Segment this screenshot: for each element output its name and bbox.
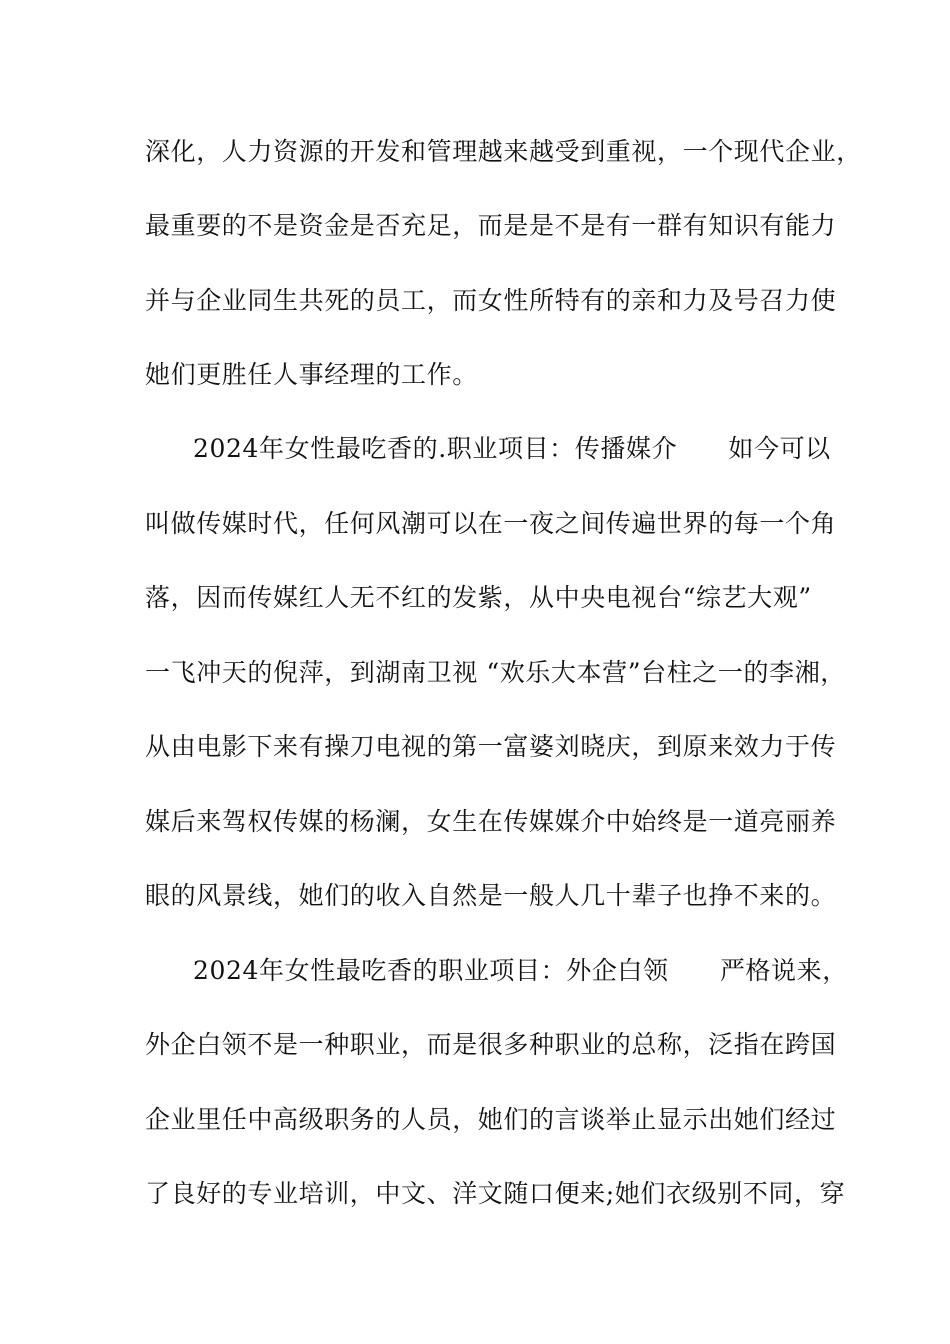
text-line: 眼的风景线，她们的收入自然是一般人几十辈子也挣不来的。	[145, 881, 837, 910]
text-line: 深化，人力资源的开发和管理越来越受到重视，一个现代企业，	[145, 137, 862, 166]
text-line: 从由电影下来有操刀电视的第一富婆刘晓庆，到原来效力于传	[145, 732, 837, 761]
text-line: 了良好的专业培训，中文、洋文随口便来;她们衣级别不同，穿	[145, 1179, 846, 1208]
text-line: 她们更胜任人事经理的工作。	[145, 360, 478, 389]
text-line: 媒后来驾权传媒的杨澜，女生在传媒媒介中始终是一道亮丽养	[145, 807, 837, 836]
text-line: 并与企业同生共死的员工，而女性所特有的亲和力及号召力使	[145, 286, 837, 315]
text-line: 叫做传媒时代，任何风潮可以在一夜之间传遍世界的每一个角	[145, 509, 837, 538]
text-line: 企业里任中高级职务的人员，她们的言谈举止显示出她们经过	[145, 1105, 837, 1134]
text-line: 一飞冲天的倪萍，到湖南卫视 “欢乐大本营”台柱之一的李湘，	[145, 658, 846, 687]
text-line: 最重要的不是资金是否充足，而是是不是有一群有知识有能力	[145, 211, 837, 240]
paragraph-heading-line: 2024年女性最吃香的职业项目：外企白领 严格说来，	[193, 956, 848, 985]
text-line: 落，因而传媒红人无不红的发紫，从中央电视台“综艺大观”	[145, 583, 812, 612]
text-line: 外企白领不是一种职业，而是很多种职业的总称，泛指在跨国	[145, 1030, 837, 1059]
paragraph-heading-line: 2024年女性最吃香的.职业项目：传播媒介 如今可以	[193, 434, 831, 463]
